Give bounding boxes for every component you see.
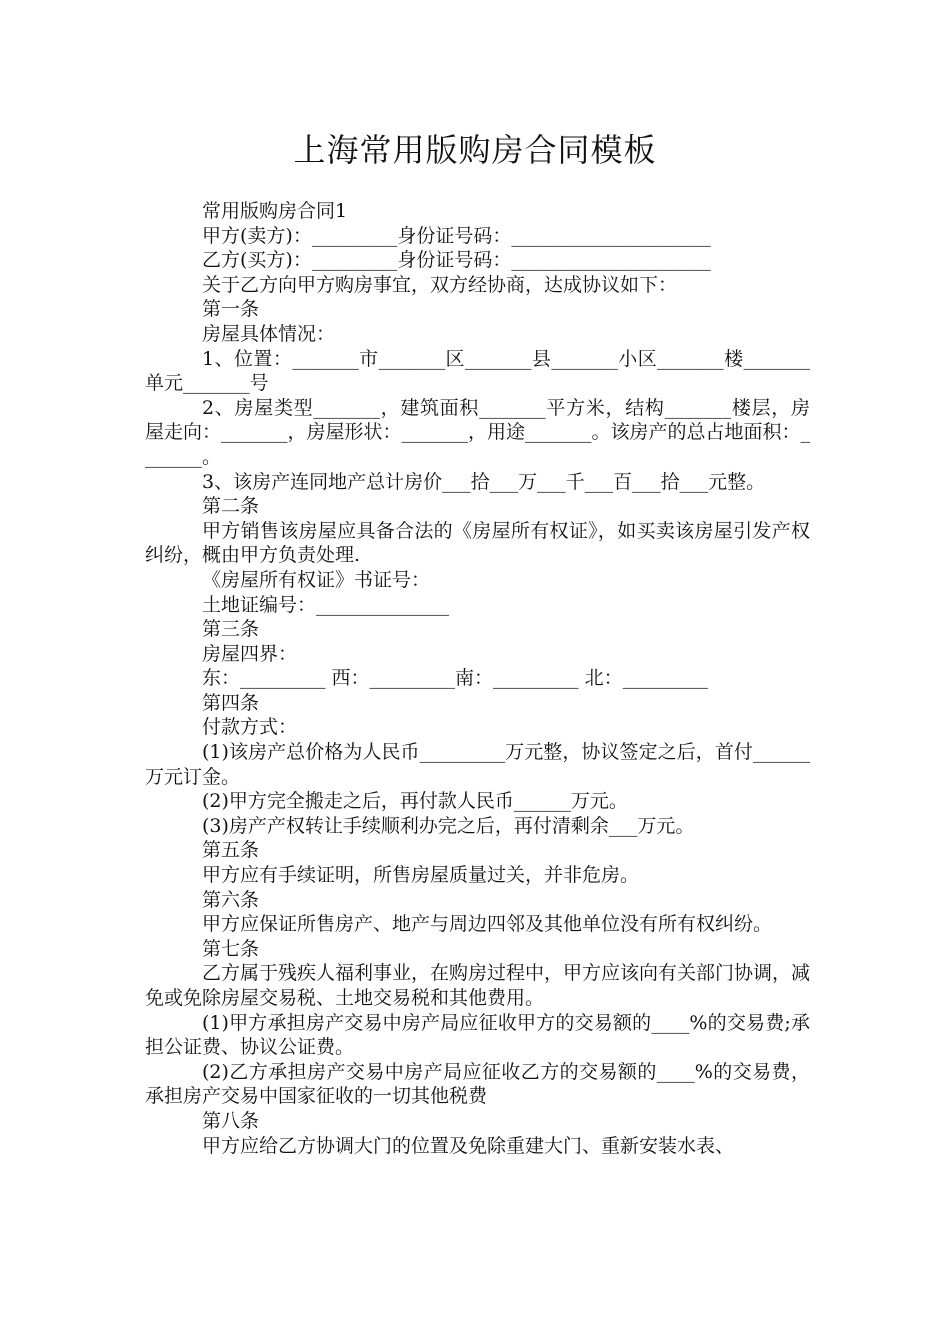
article-3-heading: 第三条	[202, 618, 260, 641]
article-2-cert-number: 《房屋所有权证》书证号：	[202, 568, 431, 591]
article-7-text: 乙方属于残疾人福利事业，在购房过程中，甲方应该向有关部门协调，减免或免除房屋交易税、土地交易税和其他费用。	[145, 962, 811, 1009]
article-5-heading: 第五条	[202, 839, 260, 862]
article-7-item-1: (1)甲方承担房产交易中房产局应征收甲方的交易额的____%的交易费;承担公证费、协议公证费。	[145, 1011, 810, 1059]
contract-body	[145, 199, 810, 1158]
article-1-item-1: 1、位置：_______市_______区_______县_______小区_______楼_______单元_______号	[145, 347, 810, 395]
article-7-heading: 第七条	[202, 937, 260, 960]
article-1-item-3: 3、该房产连同地产总计房价___拾___万___千___百___拾___元整。	[202, 470, 766, 493]
article-1-intro: 房屋具体情况：	[202, 322, 336, 345]
contract-subtitle: 常用版购房合同1	[202, 200, 348, 222]
article-6-heading: 第六条	[202, 888, 260, 911]
article-8-heading: 第八条	[202, 1109, 260, 1132]
preamble: 关于乙方向甲方购房事宜，双方经协商，达成协议如下：	[202, 273, 678, 296]
article-2-land-cert: 土地证编号：______________	[202, 593, 450, 616]
article-5-text: 甲方应有手续证明，所售房屋质量过关，并非危房。	[202, 864, 640, 887]
article-4-item-2: (2)甲方完全搬走之后，再付款人民币______万元。	[202, 790, 628, 813]
article-1-item-2: 2、房屋类型_______，建筑面积_______平方米，结构_______楼层，房屋走向：_______，房屋形状：_______，用途_______。该房产的总占地面积：_______。	[145, 396, 811, 468]
article-6-text: 甲方应保证所售房产、地产与周边四邻及其他单位没有所有权纠纷。	[202, 913, 773, 936]
article-4-item-3: (3)房产产权转让手续顺利办完之后，再付清剩余___万元。	[202, 814, 695, 837]
article-3-intro: 房屋四界：	[202, 642, 298, 665]
article-2-heading: 第二条	[202, 495, 260, 518]
article-3-boundaries: 东：_________ 西：_________南：_________ 北：_________	[202, 667, 709, 690]
buyer-line: 乙方(买方)：_________身份证号码：_____________________	[202, 249, 711, 272]
article-4-heading: 第四条	[202, 691, 260, 714]
article-4-item-1: (1)该房产总价格为人民币_________万元整，协议签定之后，首付______万元订金。	[145, 741, 810, 788]
article-4-intro: 付款方式：	[202, 716, 298, 739]
article-2-text: 甲方销售该房屋应具备合法的《房屋所有权证》，如买卖该房屋引发产权纠纷，概由甲方负责处理.	[145, 519, 810, 567]
article-1-heading: 第一条	[202, 298, 260, 321]
seller-line: 甲方(卖方)：_________身份证号码：_____________________	[202, 224, 711, 247]
article-8-text: 甲方应给乙方协调大门的位置及免除重建大门、重新安装水表、	[202, 1134, 735, 1157]
article-7-item-2: (2)乙方承担房产交易中房产局应征收乙方的交易额的____%的交易费，承担房产交易中国家征收的一切其他税费	[145, 1060, 810, 1108]
document-title: 上海常用版购房合同模板	[293, 131, 657, 169]
